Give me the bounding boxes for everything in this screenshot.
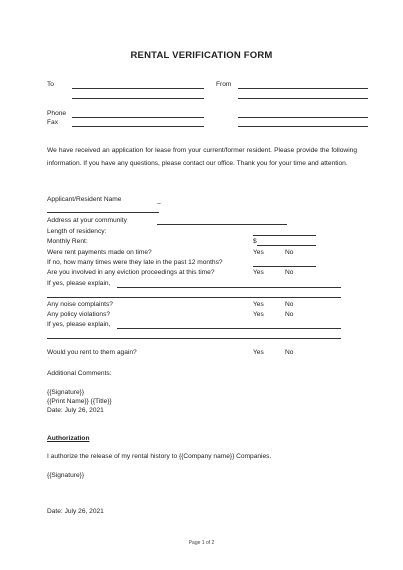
- intro-paragraph: We have received an application for lease from your current/former resident. Please provide the following information. If you have any questions, please contact our office. Thank you for your time and attention.: [47, 147, 357, 167]
- to-label: To: [47, 81, 54, 88]
- late-label: If no, how many times were they late in the past 12 months?: [47, 259, 223, 266]
- comments-label: Additional Comments:: [47, 370, 112, 377]
- phone-line[interactable]: [72, 117, 204, 118]
- eviction-label: Are you involved in any eviction proceedings at this time?: [47, 269, 215, 276]
- address-line[interactable]: [157, 224, 287, 225]
- explain2-line-1[interactable]: [117, 328, 341, 329]
- rent-line[interactable]: [257, 245, 316, 246]
- length-label: Length of residency:: [47, 228, 107, 235]
- to-line-2[interactable]: [72, 98, 204, 99]
- noise-label: Any noise complaints?: [47, 301, 113, 308]
- fax-label: Fax: [47, 119, 58, 126]
- to-line-1[interactable]: [72, 88, 204, 89]
- ontime-yes[interactable]: Yes: [253, 249, 264, 256]
- authorization-heading: Authorization: [47, 435, 90, 442]
- rent-again-no[interactable]: No: [285, 349, 294, 356]
- eviction-no[interactable]: No: [285, 269, 294, 276]
- address-label: Address at your community: [47, 217, 127, 224]
- applicant-mark: _: [157, 197, 161, 204]
- rent-currency: $: [253, 238, 257, 245]
- applicant-label: Applicant/Resident Name: [47, 196, 122, 203]
- explain1-line-2[interactable]: [47, 297, 341, 298]
- from-phone-line[interactable]: [238, 117, 368, 118]
- authorization-date: Date: July 26, 2021: [47, 508, 104, 515]
- from-fax-line[interactable]: [238, 126, 368, 127]
- explain2-line-2[interactable]: [47, 338, 341, 339]
- print-name-title: {{Print Name}} {{Title}}: [47, 398, 112, 405]
- rent-again-yes[interactable]: Yes: [253, 349, 264, 356]
- applicant-name-line[interactable]: [47, 212, 159, 213]
- policy-no[interactable]: No: [285, 311, 294, 318]
- from-line-1[interactable]: [238, 88, 368, 89]
- from-line-2[interactable]: [238, 98, 368, 99]
- ontime-label: Were rent payments made on time?: [47, 249, 152, 256]
- ontime-no[interactable]: No: [285, 249, 294, 256]
- rent-again-label: Would you rent to them again?: [47, 349, 137, 356]
- explain1-line-1[interactable]: [117, 287, 341, 288]
- explain2-label: If yes, please explain,: [47, 321, 111, 328]
- noise-no[interactable]: No: [285, 301, 294, 308]
- policy-yes[interactable]: Yes: [253, 311, 264, 318]
- length-line[interactable]: [253, 235, 316, 236]
- page-title: RENTAL VERIFICATION FORM: [130, 50, 273, 61]
- phone-label: Phone: [47, 110, 67, 117]
- authorization-text: I authorize the release of my rental history to {{Company name}} Companies.: [47, 453, 272, 460]
- explain1-label: If yes, please explain,: [47, 280, 111, 287]
- noise-yes[interactable]: Yes: [253, 301, 264, 308]
- page-number: Page 1 of 2: [188, 540, 215, 546]
- fax-line[interactable]: [72, 126, 204, 127]
- eviction-yes[interactable]: Yes: [253, 269, 264, 276]
- from-label: From: [216, 81, 232, 88]
- policy-label: Any policy violations?: [47, 311, 111, 318]
- authorization-signature: {{Signature}}: [47, 472, 85, 479]
- rent-label: Monthly Rent:: [47, 238, 88, 245]
- signature-placeholder: {{Signature}}: [47, 389, 85, 396]
- late-line[interactable]: [253, 266, 316, 267]
- date-line: Date: July 26, 2021: [47, 407, 104, 414]
